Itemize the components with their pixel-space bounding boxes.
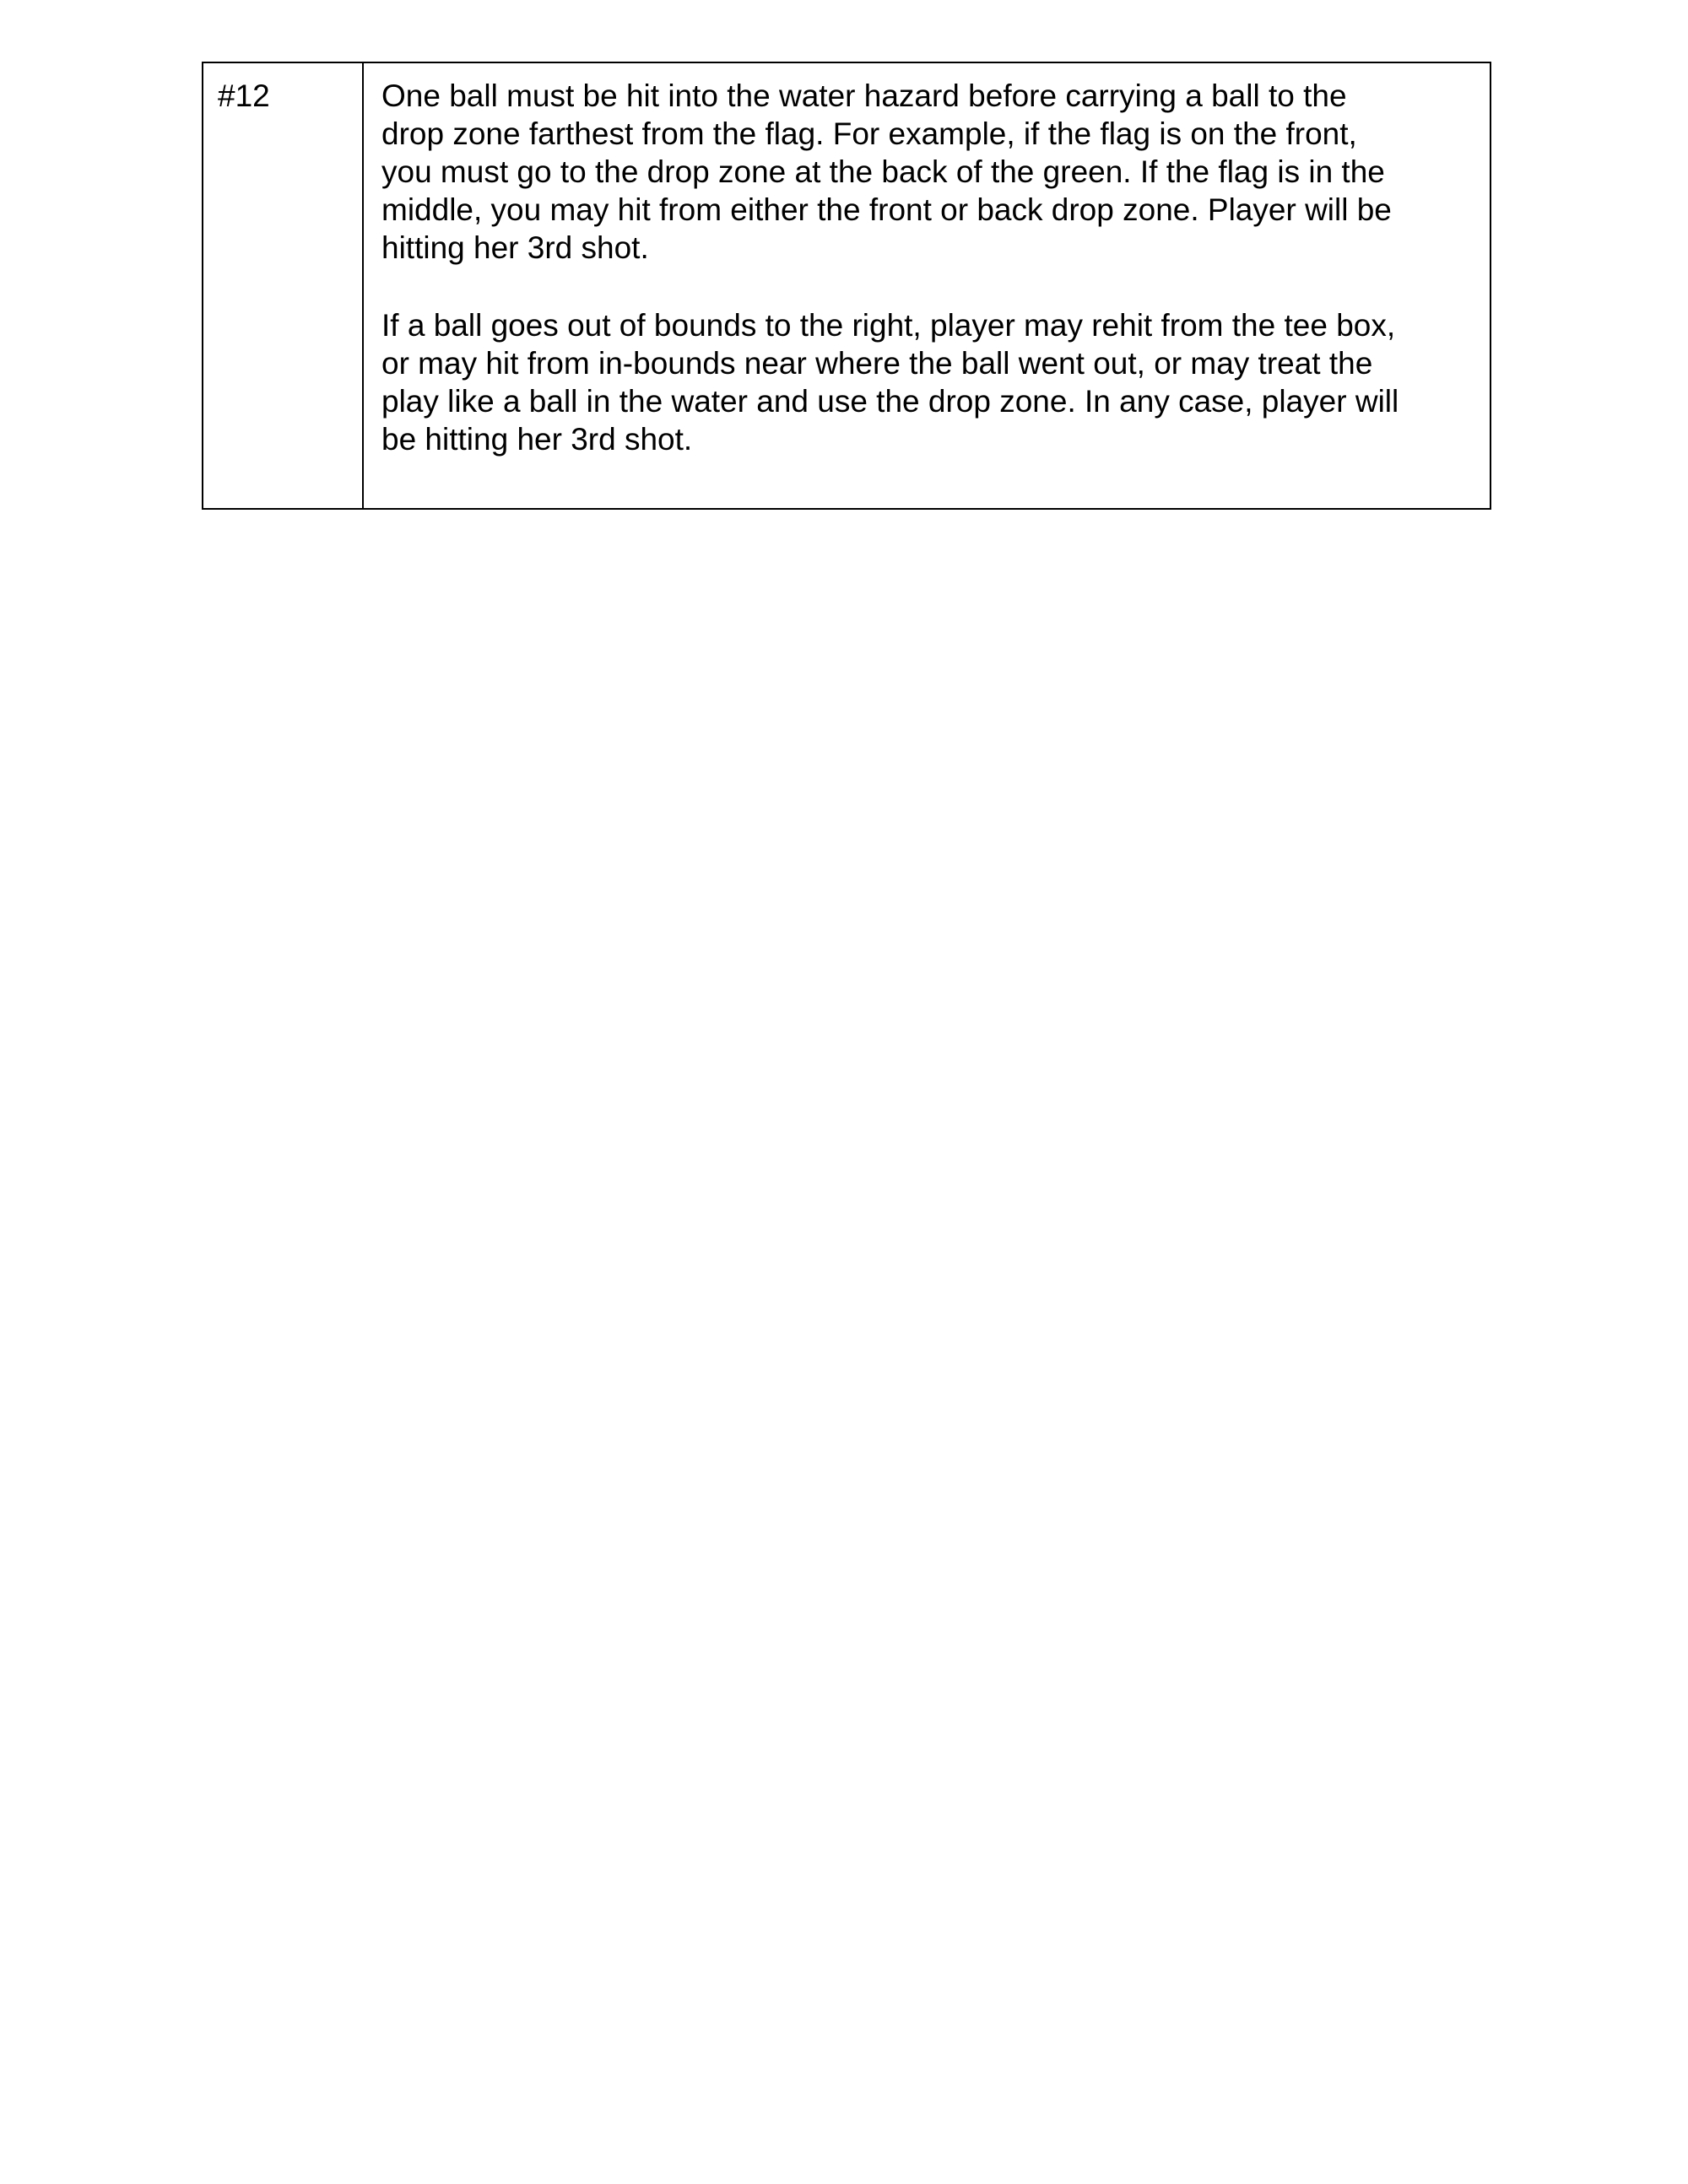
rule-paragraph-water-hazard: One ball must be hit into the water hazard before carrying a ball to the drop zone farthest from the flag. For example, if the flag is on the front, you must go to the drop zone at the back of the green. If the flag is in the middle, you may hit from either the front or back drop zone. Player will be hitting her 3rd shot. [381, 78, 1392, 265]
hole-number-cell [203, 63, 364, 508]
rule-paragraph-out-of-bounds: If a ball goes out of bounds to the right, player may rehit from the tee box, or may hit from in-bounds near where the ball went out, or may treat the play like a ball in the water and use the drop zone. In any case, player will be hitting her 3rd shot. [381, 308, 1399, 457]
hole-number: #12 [218, 78, 270, 113]
rules-table [202, 62, 1491, 510]
rule-text-cell [364, 63, 1490, 508]
